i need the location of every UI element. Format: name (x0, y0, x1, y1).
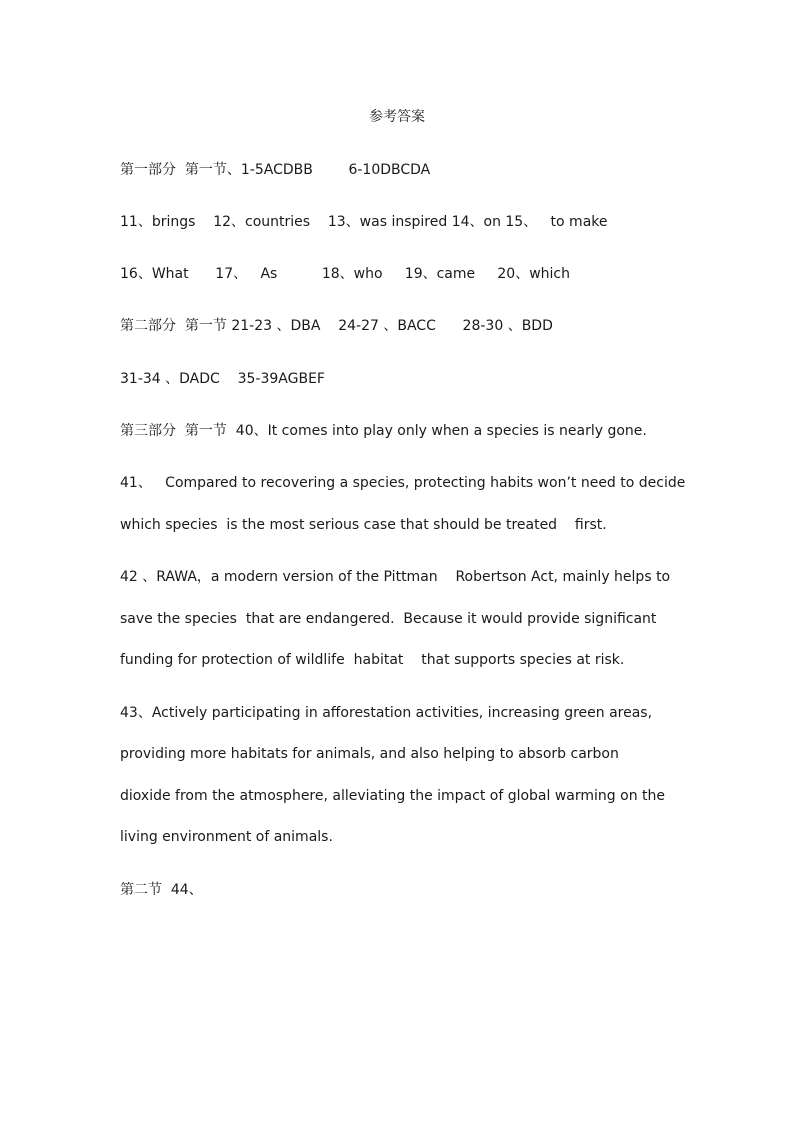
answer-43-line-3: dioxide from the atmosphere, alleviating the impact of global warming on the (120, 788, 665, 804)
page-title: 参考答案 (369, 109, 425, 125)
part1-section1-answers-1-10: 第一部分 第一节、1-5ACDBB 6-10DBCDA (120, 162, 431, 178)
answer-42-line-1: 42 、RAWA，a modern version of the Pittman Robertson Act, mainly helps to (120, 569, 671, 585)
answer-43-line-4: living environment of animals. (120, 829, 333, 845)
part3-answer-40: 第三部分 第一节 40、It comes into play only when a species is nearly gone. (120, 423, 647, 439)
answer-41-line-2: which species is the most serious case that should be treated first. (120, 517, 607, 533)
answers-16-20: 16、What 17、 As 18、who 19、came 20、which (120, 266, 570, 282)
answers-11-15: 11、brings 12、countries 13、was inspired 14、on 15、 to make (120, 214, 608, 230)
answer-41-line-1: 41、 Compared to recovering a species, protecting habits won’t need to decide (120, 475, 686, 491)
part2-section1-answers-21-30: 第二部分 第一节 21-23 、DBA 24-27 、BACC 28-30 、BDD (120, 318, 553, 334)
part2-section2-answer-44: 第二节 44、 (120, 882, 203, 898)
answer-42-line-3: funding for protection of wildlife habitat that supports species at risk. (120, 652, 625, 668)
answer-43-line-1: 43、Actively participating in afforestation activities, increasing green areas, (120, 705, 653, 721)
answer-43-line-2: providing more habitats for animals, and also helping to absorb carbon (120, 746, 619, 762)
answer-42-line-2: save the species that are endangered. Because it would provide significant (120, 611, 657, 627)
answers-31-39: 31-34 、DADC 35-39AGBEF (120, 371, 325, 387)
